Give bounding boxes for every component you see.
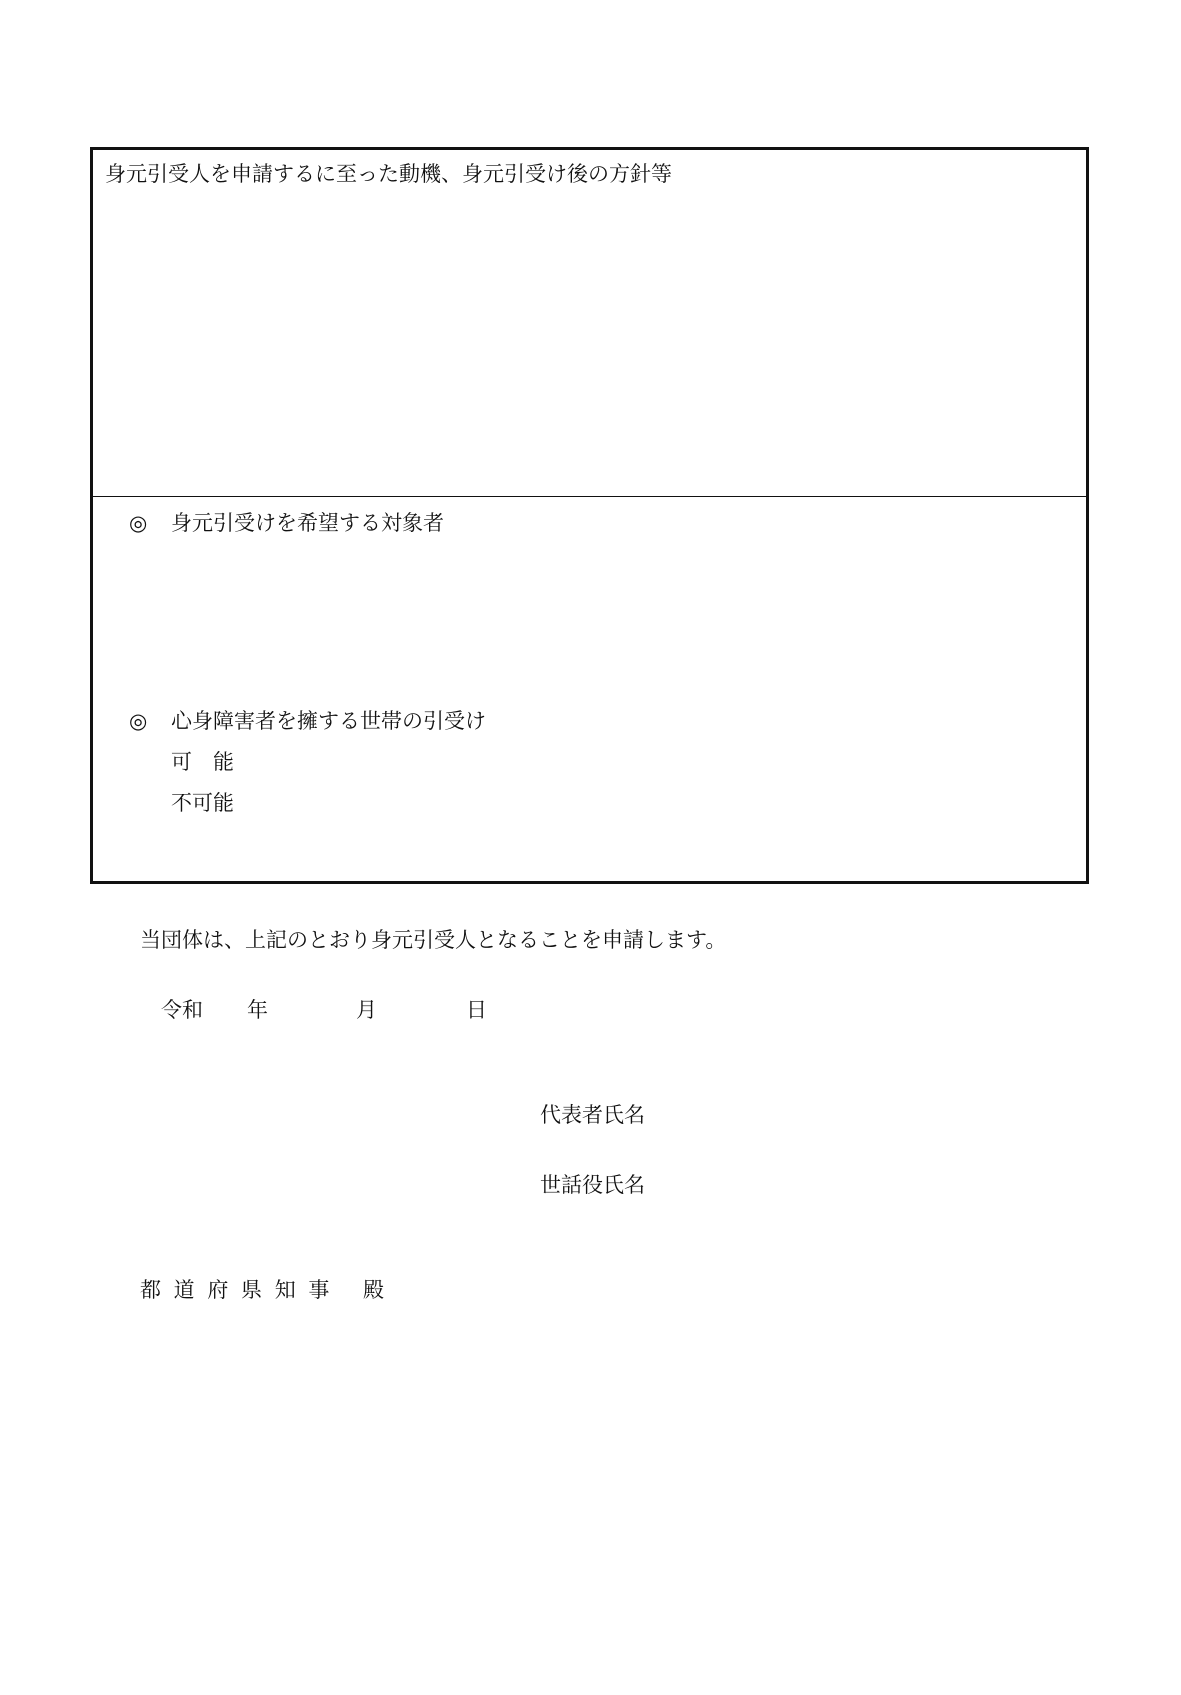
declaration-statement: 当団体は、上記のとおり身元引受人となることを申請します。 bbox=[140, 928, 727, 952]
date-day-unit: 日 bbox=[466, 998, 487, 1022]
option-impossible: 不可能 bbox=[171, 791, 234, 815]
caretaker-name-label: 世話役氏名 bbox=[540, 1173, 645, 1197]
date-month-unit: 月 bbox=[356, 998, 377, 1022]
motive-label: 身元引受人を申請するに至った動機、身元引受け後の方針等 bbox=[105, 162, 672, 186]
motive-section bbox=[93, 150, 1086, 497]
application-form-box bbox=[90, 147, 1089, 884]
target-label: 身元引受けを希望する対象者 bbox=[171, 511, 444, 535]
option-possible: 可 能 bbox=[171, 750, 234, 774]
double-circle-icon: ◎ bbox=[129, 709, 148, 733]
target-section bbox=[93, 497, 1086, 884]
representative-name-label: 代表者氏名 bbox=[540, 1103, 645, 1127]
disabled-household-label: 心身障害者を擁する世帯の引受け bbox=[171, 709, 486, 733]
addressee-label: 都 道 府 県 知 事 殿 bbox=[140, 1278, 385, 1302]
double-circle-icon: ◎ bbox=[129, 511, 148, 535]
date-era: 令和 bbox=[161, 998, 203, 1022]
date-year-unit: 年 bbox=[247, 998, 268, 1022]
